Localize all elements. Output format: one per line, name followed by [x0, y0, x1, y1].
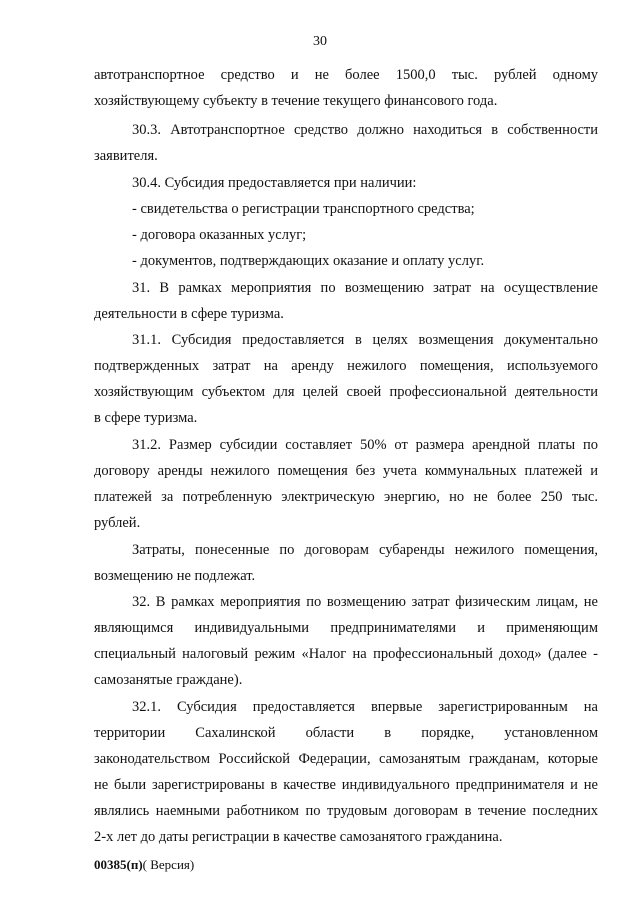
text-line: хозяйствующим субъектом для целей своей профессиональной деятельности: [94, 384, 598, 400]
text-line: 32.1. Субсидия предоставляется впервые зарегистрированным на: [132, 699, 598, 715]
document-code: 00385(п): [94, 857, 143, 872]
text-line: заявителя.: [94, 148, 158, 164]
text-line: хозяйствующему субъекту в течение текущего финансового года.: [94, 93, 498, 109]
text-line: 2-х лет до даты регистрации в качестве самозанятого гражданина.: [94, 829, 503, 845]
text-line: автотранспортное средство и не более 1500,0 тыс. рублей одному: [94, 67, 598, 83]
text-line: территории Сахалинской области в порядке, установленном: [94, 725, 598, 741]
text-line: 31.2. Размер субсидии составляет 50% от размера арендной платы по: [132, 437, 598, 453]
text-line: 31. В рамках мероприятия по возмещению затрат на осуществление: [132, 280, 598, 296]
text-line: самозанятые граждане).: [94, 672, 243, 688]
text-line: 31.1. Субсидия предоставляется в целях возмещения документально: [132, 332, 598, 348]
text-line: рублей.: [94, 515, 141, 531]
version-label: ( Версия): [142, 857, 195, 872]
text-line: 32. В рамках мероприятия по возмещению затрат физическим лицам, не: [132, 594, 598, 610]
text-line: 30.4. Субсидия предоставляется при наличии:: [132, 175, 417, 191]
footer-version: [94, 857, 194, 873]
text-line: законодательством Российской Федерации, самозанятым гражданам, которые: [94, 751, 598, 767]
text-line: являлись наемными работником по трудовым договорам в течение последних: [94, 803, 598, 819]
text-line: возмещению не подлежат.: [94, 568, 256, 584]
page-number: 30: [313, 34, 327, 49]
text-line: - договора оказанных услуг;: [132, 227, 307, 243]
text-line: платежей за потребленную электрическую энергию, но не более 250 тыс.: [94, 489, 598, 505]
text-line: Затраты, понесенные по договорам субаренды нежилого помещения,: [132, 542, 598, 558]
text-line: - документов, подтверждающих оказание и оплату услуг.: [132, 253, 485, 269]
text-line: не были зарегистрированы в качестве индивидуального предпринимателя и не: [94, 777, 598, 793]
text-line: деятельности в сфере туризма.: [94, 306, 284, 322]
text-line: в сфере туризма.: [94, 410, 198, 426]
text-line: 30.3. Автотранспортное средство должно находиться в собственности: [132, 122, 598, 138]
text-line: специальный налоговый режим «Налог на профессиональный доход» (далее -: [94, 646, 598, 662]
text-line: подтвержденных затрат на аренду нежилого помещения, используемого: [94, 358, 598, 374]
text-line: договору аренды нежилого помещения без учета коммунальных платежей и: [94, 463, 598, 479]
text-line: являющимся индивидуальными предпринимателями и применяющим: [94, 620, 598, 636]
text-line: - свидетельства о регистрации транспортного средства;: [132, 201, 475, 217]
